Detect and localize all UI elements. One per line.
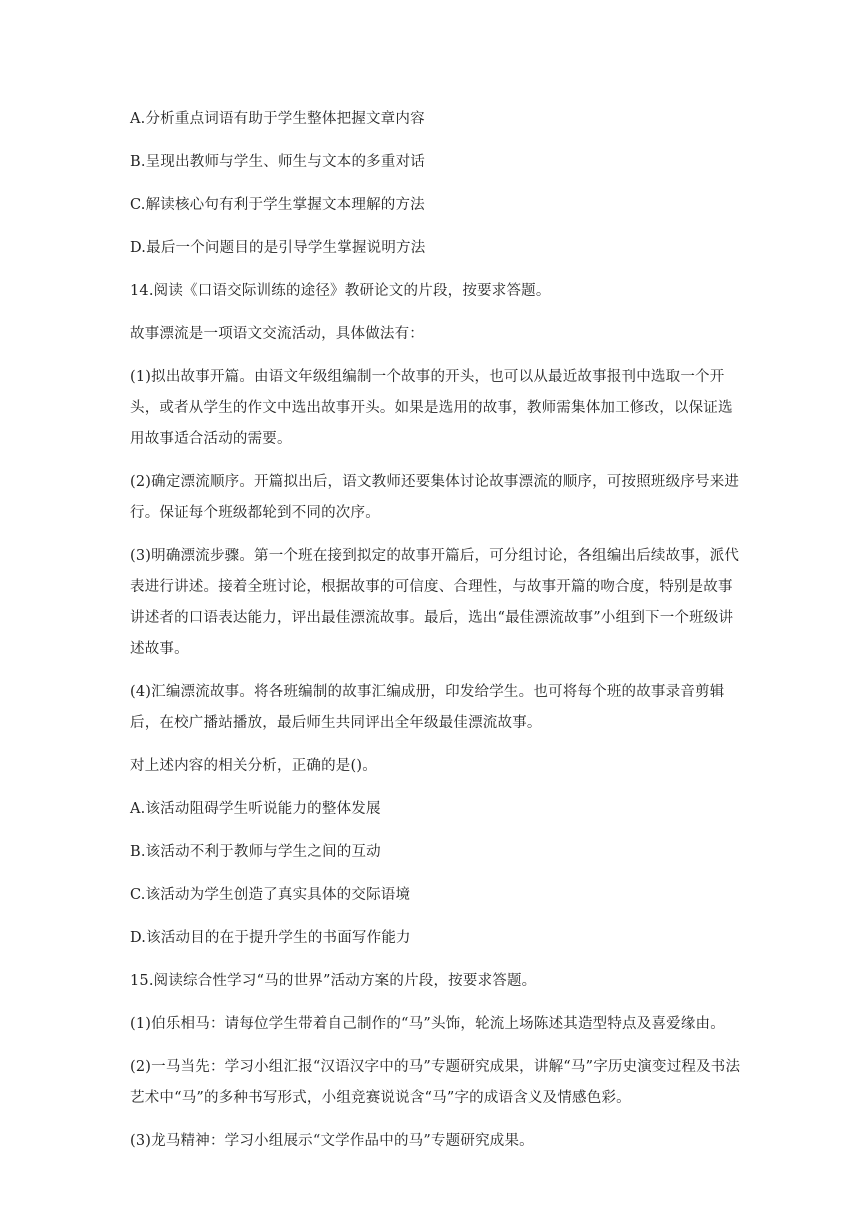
- option-a: A.分析重点词语有助于学生整体把握文章内容: [130, 111, 425, 127]
- option-14-a: A.该活动阻碍学生听说能力的整体发展: [130, 801, 381, 817]
- option-14-c: C.该活动为学生创造了真实具体的交际语境: [130, 887, 411, 903]
- activity-step-1: (1)伯乐相马：请每位学生带着自己制作的“马”头饰，轮流上场陈述其造型特点及喜爱缘由。: [130, 1016, 725, 1032]
- story-intro: 故事漂流是一项语文交流活动，具体做法有：: [130, 326, 424, 342]
- question-14: 14.阅读《口语交际训练的途径》教研论文的片段，按要求答题。: [130, 283, 551, 299]
- option-14-b: B.该活动不利于教师与学生之间的互动: [130, 844, 381, 860]
- activity-step-2: (2)一马当先：学习小组汇报“汉语汉字中的马”专题研究成果，讲解“马”字历史演变过程及书法艺术中“马”的多种书写形式，小组竞赛说说含“马”字的成语含义及情感色彩。: [130, 1059, 741, 1106]
- option-b: B.呈现出教师与学生、师生与文本的多重对话: [130, 154, 425, 170]
- option-d: D.最后一个问题目的是引导学生掌握说明方法: [130, 240, 426, 256]
- story-step-4: (4)汇编漂流故事。将各班编制的故事汇编成册，印发给学生。也可将每个班的故事录音剪辑后，在校广播站播放，最后师生共同评出全年级最佳漂流故事。: [130, 684, 725, 731]
- story-step-3: (3)明确漂流步骤。第一个班在接到拟定的故事开篇后，可分组讨论，各组编出后续故事，派代表进行讲述。接着全班讨论，根据故事的可信度、合理性，与故事开篇的吻合度，特别是故事讲述者的口语表达能力，评出最佳漂流故事。最后，选出“最佳漂流故事”小组到下一个班级讲述故事。: [130, 548, 740, 657]
- story-step-2: (2)确定漂流顺序。开篇拟出后，语文教师还要集体讨论故事漂流的顺序，可按照班级序号来进行。保证每个班级都轮到不同的次序。: [130, 474, 740, 521]
- option-14-d: D.该活动目的在于提升学生的书面写作能力: [130, 930, 411, 946]
- option-c: C.解读核心句有利于学生掌握文本理解的方法: [130, 197, 425, 213]
- question-14-prompt: 对上述内容的相关分析，正确的是()。: [130, 758, 377, 774]
- activity-step-3: (3)龙马精神：学习小组展示“文学作品中的马”专题研究成果。: [130, 1133, 534, 1149]
- question-15: 15.阅读综合性学习“马的世界”活动方案的片段，按要求答题。: [130, 973, 537, 989]
- story-step-1: (1)拟出故事开篇。由语文年级组编制一个故事的开头，也可以从最近故事报刊中选取一个开头，或者从学生的作文中选出故事开头。如果是选用的故事，教师需集体加工修改，以保证选用故事适合活动的需要。: [130, 369, 733, 447]
